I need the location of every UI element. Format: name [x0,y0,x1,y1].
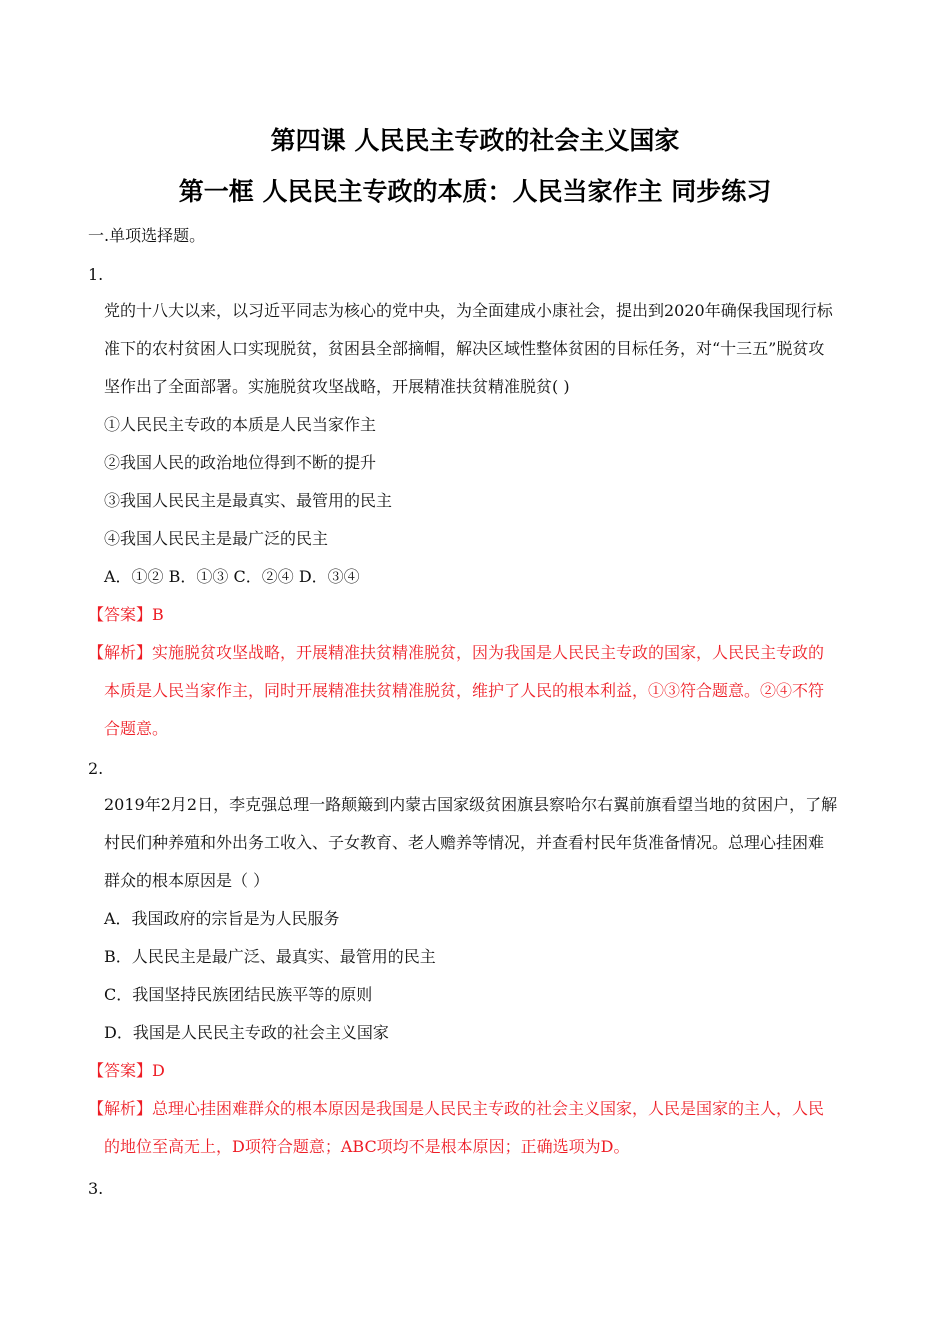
q1-answer [88,604,848,626]
q1-statement: ②我国人民的政治地位得到不断的提升 [104,453,377,472]
q2-answer [88,1060,848,1082]
q1-statement: ①人民民主专政的本质是人民当家作主 [104,415,377,434]
answer-value: B [152,605,164,624]
answer-tag: 【答案】 [88,605,153,624]
q2-option: B．人民民主是最广泛、最真实、最管用的民主 [104,947,436,966]
q1-options: A．①② B．①③ C．②④ D．③④ [104,567,360,586]
q2-stem-line: 2019年2月2日，李克强总理一路颠簸到内蒙古国家级贫困旗县察哈尔右翼前旗看望当地的贫困户，了解 [104,795,838,814]
q1-analysis-line: 合题意。 [104,719,169,738]
question-number-1: 1. [88,265,104,284]
q2-option: C．我国坚持民族团结民族平等的原则 [104,985,373,1004]
q2-stem-line: 村民们种养殖和外出务工收入、子女教育、老人赡养等情况，并查看村民年货准备情况。总理心挂困难 [104,833,825,852]
q2-option: D．我国是人民民主专政的社会主义国家 [104,1023,389,1042]
q1-analysis-line: 本质是人民当家作主，同时开展精准扶贫精准脱贫，维护了人民的根本利益，①③符合题意。②④不符 [104,681,825,700]
q2-option: A．我国政府的宗旨是为人民服务 [104,909,340,928]
answer-tag: 【答案】 [88,1061,153,1080]
analysis-text: 实施脱贫攻坚战略，开展精准扶贫精准脱贫，因为我国是人民民主专政的国家，人民民主专政的 [152,643,825,662]
analysis-tag: 【解析】 [88,1099,153,1118]
q2-analysis-line: 的地位至高无上，D项符合题意；ABC项均不是根本原因；正确选项为D。 [104,1137,630,1156]
q2-analysis-line [88,1098,848,1120]
q1-statement: ③我国人民民主是最真实、最管用的民主 [104,491,393,510]
page-subtitle: 第一框 人民民主专政的本质：人民当家作主 同步练习 [178,177,772,206]
q1-stem-line: 准下的农村贫困人口实现脱贫，贫困县全部摘帽，解决区域性整体贫困的目标任务，对“十三五”脱贫攻 [104,339,825,358]
question-number-2: 2. [88,759,104,778]
page-title: 第四课 人民民主专政的社会主义国家 [270,126,680,155]
q2-stem-line: 群众的根本原因是（ ） [104,871,270,890]
answer-value: D [152,1061,165,1080]
q1-stem-line: 坚作出了全面部署。实施脱贫攻坚战略，开展精准扶贫精准脱贫( ) [104,377,570,396]
q1-statement: ④我国人民民主是最广泛的民主 [104,529,329,548]
question-number-3: 3. [88,1179,104,1198]
q1-stem-line: 党的十八大以来，以习近平同志为核心的党中央，为全面建成小康社会，提出到2020年确保我国现行标 [104,301,833,320]
analysis-text: 总理心挂困难群众的根本原因是我国是人民民主专政的社会主义国家，人民是国家的主人，人民 [152,1099,825,1118]
q1-analysis-line [88,642,848,664]
section-heading: 一.单项选择题。 [88,226,206,245]
analysis-tag: 【解析】 [88,643,153,662]
